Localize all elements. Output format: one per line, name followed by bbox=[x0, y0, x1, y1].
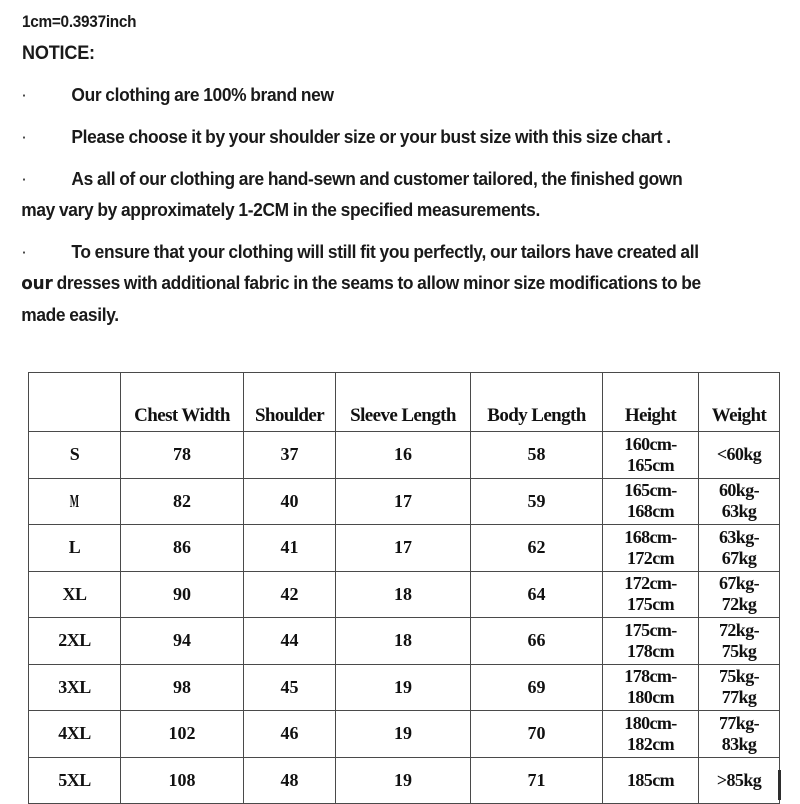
cell-weight-line1: 63kg- bbox=[718, 526, 759, 547]
table-row bbox=[29, 757, 780, 804]
cell-height bbox=[603, 757, 699, 804]
cell-chest-width: 108 bbox=[121, 757, 244, 804]
cell-chest-width: 82 bbox=[121, 478, 244, 525]
cell-weight-line2: 72kg bbox=[721, 594, 757, 615]
cell-height-line1: 172cm- bbox=[624, 573, 677, 594]
cell-weight bbox=[699, 478, 780, 525]
cell-height-line1: 178cm- bbox=[624, 666, 677, 687]
size-chart-table bbox=[28, 372, 780, 804]
cell-height-line1: 175cm- bbox=[624, 619, 677, 640]
cell-weight-line1: 72kg- bbox=[718, 619, 759, 640]
table-row bbox=[29, 664, 780, 711]
cell-sleeve-length: 19 bbox=[336, 711, 471, 758]
cell-height-line1: 160cm- bbox=[624, 433, 677, 454]
cell-weight-line1: >85kg bbox=[716, 769, 762, 790]
cell-weight bbox=[699, 711, 780, 758]
cell-height-line1: 165cm- bbox=[624, 480, 677, 501]
table-header-row bbox=[29, 373, 780, 432]
bullet-dot-icon: · bbox=[22, 130, 27, 145]
cell-shoulder: 48 bbox=[244, 757, 336, 804]
cell-height bbox=[603, 571, 699, 618]
notice-heading: NOTICE: bbox=[22, 43, 95, 64]
cell-height-line1: 185cm bbox=[627, 769, 674, 790]
header-cell-weight: Weight bbox=[699, 373, 780, 432]
cell-chest-width: 86 bbox=[121, 525, 244, 572]
cell-chest-width: 94 bbox=[121, 618, 244, 665]
cell-weight-line1: 67kg- bbox=[718, 573, 759, 594]
cell-height bbox=[603, 525, 699, 572]
cell-weight bbox=[699, 432, 780, 479]
cell-weight-line2: 75kg bbox=[721, 640, 757, 661]
cell-sleeve-length: 19 bbox=[336, 757, 471, 804]
cell-sleeve-length: 18 bbox=[336, 618, 471, 665]
cell-height-line2: 172cm bbox=[627, 547, 674, 568]
notice-item-3 bbox=[0, 164, 772, 226]
cell-size bbox=[29, 478, 121, 525]
cell-height bbox=[603, 478, 699, 525]
cell-sleeve-length: 17 bbox=[336, 478, 471, 525]
notice-item-1-text: Our clothing are 100% brand new bbox=[71, 85, 334, 105]
table-row bbox=[29, 525, 780, 572]
notice-item-2-text: Please choose it by your shoulder size or your bust size with this size chart . bbox=[71, 127, 671, 147]
cell-weight-line1: <60kg bbox=[716, 444, 762, 465]
table-row bbox=[29, 432, 780, 479]
cell-size: 2XL bbox=[29, 618, 121, 665]
cell-height bbox=[603, 432, 699, 479]
header-cell-size bbox=[29, 373, 121, 432]
table-row bbox=[29, 618, 780, 665]
table-body bbox=[29, 432, 780, 804]
cell-weight-line1: 60kg- bbox=[718, 480, 759, 501]
cell-size: XL bbox=[29, 571, 121, 618]
cell-chest-width: 78 bbox=[121, 432, 244, 479]
cell-height-line2: 175cm bbox=[627, 594, 674, 615]
cell-shoulder: 44 bbox=[244, 618, 336, 665]
cell-body-length: 70 bbox=[471, 711, 603, 758]
cell-weight-line2: 77kg bbox=[721, 687, 757, 708]
header-cell-sleeve-length: Sleeve Length bbox=[336, 373, 471, 432]
cell-chest-width: 90 bbox=[121, 571, 244, 618]
cell-size: S bbox=[29, 432, 121, 479]
notice-item-3-text: As all of our clothing are hand-sewn and customer tailored, the finished gown may vary by approximately 1-2CM in the specified measurements. bbox=[21, 169, 683, 220]
cell-shoulder: 40 bbox=[244, 478, 336, 525]
bullet-dot-icon: · bbox=[22, 245, 27, 260]
cell-height bbox=[603, 711, 699, 758]
cell-sleeve-length: 19 bbox=[336, 664, 471, 711]
cell-sleeve-length: 16 bbox=[336, 432, 471, 479]
cell-weight bbox=[699, 571, 780, 618]
cell-size: 3XL bbox=[29, 664, 121, 711]
cell-weight-line2: 63kg bbox=[721, 501, 757, 522]
cell-body-length: 62 bbox=[471, 525, 603, 572]
cell-sleeve-length: 18 bbox=[336, 571, 471, 618]
notice-item-1 bbox=[0, 80, 772, 111]
table-row bbox=[29, 478, 780, 525]
edge-line-artifact bbox=[778, 770, 781, 800]
cell-height-line2: 168cm bbox=[627, 501, 674, 522]
cell-body-length: 69 bbox=[471, 664, 603, 711]
cell-height-line2: 165cm bbox=[627, 454, 674, 475]
cell-chest-width: 98 bbox=[121, 664, 244, 711]
cell-body-length: 58 bbox=[471, 432, 603, 479]
cell-body-length: 66 bbox=[471, 618, 603, 665]
cell-height-line2: 180cm bbox=[627, 687, 674, 708]
header-cell-height: Height bbox=[603, 373, 699, 432]
notice-item-list bbox=[0, 80, 800, 342]
cell-height-line2: 182cm bbox=[627, 733, 674, 754]
cell-size: 5XL bbox=[29, 757, 121, 804]
cell-sleeve-length: 17 bbox=[336, 525, 471, 572]
notice-item-4-text-part2: dresses with additional fabric in the seams to allow minor size modifications to be made easily. bbox=[21, 273, 701, 325]
table-row bbox=[29, 711, 780, 758]
cell-weight-line1: 77kg- bbox=[718, 712, 759, 733]
notice-item-4 bbox=[0, 237, 772, 331]
cell-height bbox=[603, 664, 699, 711]
cell-weight-line1: 75kg- bbox=[718, 666, 759, 687]
cell-shoulder: 42 bbox=[244, 571, 336, 618]
notice-item-4-text bbox=[21, 237, 752, 331]
cell-weight-line2: 83kg bbox=[721, 733, 757, 754]
cell-shoulder: 41 bbox=[244, 525, 336, 572]
header-cell-chest-width: Chest Width bbox=[121, 373, 244, 432]
cell-chest-width: 102 bbox=[121, 711, 244, 758]
bullet-dot-icon: · bbox=[22, 88, 27, 103]
cell-height-line1: 168cm- bbox=[624, 526, 677, 547]
cell-height-line2: 178cm bbox=[627, 640, 674, 661]
cell-shoulder: 45 bbox=[244, 664, 336, 711]
cell-body-length: 64 bbox=[471, 571, 603, 618]
cell-weight bbox=[699, 664, 780, 711]
notice-item-4-emphasis: our bbox=[21, 274, 53, 294]
cell-body-length: 59 bbox=[471, 478, 603, 525]
unit-conversion-text: 1cm=0.3937inch bbox=[22, 13, 137, 31]
cell-size: 4XL bbox=[29, 711, 121, 758]
cell-size-value: M bbox=[69, 490, 80, 511]
cell-shoulder: 46 bbox=[244, 711, 336, 758]
cell-weight-line2: 67kg bbox=[721, 547, 757, 568]
cell-size: L bbox=[29, 525, 121, 572]
size-chart-table-container bbox=[28, 372, 779, 804]
cell-shoulder: 37 bbox=[244, 432, 336, 479]
cell-body-length: 71 bbox=[471, 757, 603, 804]
cell-weight bbox=[699, 525, 780, 572]
notice-item-4-text-part1: To ensure that your clothing will still fit you perfectly, our tailors have created all bbox=[71, 242, 699, 262]
cell-weight bbox=[699, 757, 780, 804]
header-cell-shoulder: Shoulder bbox=[244, 373, 336, 432]
cell-height bbox=[603, 618, 699, 665]
table-row bbox=[29, 571, 780, 618]
notice-item-2 bbox=[0, 122, 772, 153]
bullet-dot-icon: · bbox=[22, 172, 27, 187]
cell-height-line1: 180cm- bbox=[624, 712, 677, 733]
header-cell-body-length: Body Length bbox=[471, 373, 603, 432]
cell-weight bbox=[699, 618, 780, 665]
